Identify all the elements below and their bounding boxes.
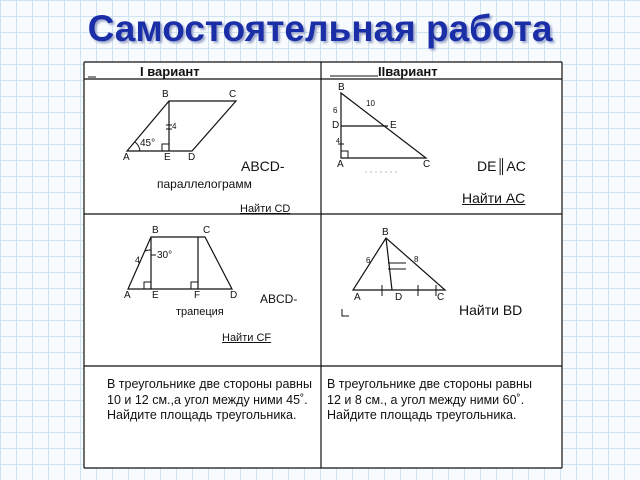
point-label-D: D xyxy=(230,290,238,301)
segment-bd: 6 xyxy=(333,106,338,115)
point-label-C: C xyxy=(229,89,237,100)
task-text-variant2: В треугольнике две стороны равны 12 и 8 см., а угол между ними 60˚. Найдите площадь треугольника. xyxy=(327,377,532,422)
figure-label: ABCD- xyxy=(241,158,285,174)
point-label-D: D xyxy=(188,152,196,163)
task-text-variant1: В треугольнике две стороны равны 10 и 12 см.,а угол между ними 45˚. Найдите площадь треугольника. xyxy=(107,377,312,422)
task-find-bd: Найти BD xyxy=(459,302,523,318)
segment-be: 10 xyxy=(366,99,375,108)
point-label-B: B xyxy=(152,225,159,236)
point-label-E: E xyxy=(164,152,171,163)
task-find-cd: Найти CD xyxy=(240,203,291,215)
point-label-E: E xyxy=(390,120,397,131)
figure-type: параллелограмм xyxy=(157,177,252,191)
segment-bc: 8 xyxy=(414,255,419,264)
segment-da: 4 xyxy=(336,138,340,145)
variant1-header: I вариант xyxy=(140,64,200,79)
point-label-B: B xyxy=(382,227,389,238)
page-title: Самостоятельная работа xyxy=(87,8,553,49)
point-label-C: C xyxy=(203,225,211,236)
point-label-B: B xyxy=(338,82,345,93)
figure-type: трапеция xyxy=(176,306,224,318)
segment-label: 4 xyxy=(135,255,141,265)
point-label-F: F xyxy=(194,290,201,301)
figure-label: ABCD- xyxy=(260,292,298,306)
point-label-A: A xyxy=(124,290,131,301)
point-label-D: D xyxy=(332,120,340,131)
parallel-relation: DE║AC xyxy=(477,158,526,174)
point-label-C: C xyxy=(423,159,431,170)
point-label-A: A xyxy=(354,292,361,303)
angle-label: 45° xyxy=(140,138,156,149)
point-label-B: B xyxy=(162,89,169,100)
point-label-D: D xyxy=(395,292,403,303)
point-label-C: C xyxy=(437,292,445,303)
task-find-cf: Найти CF xyxy=(222,332,272,344)
point-label-E: E xyxy=(152,290,159,301)
segment-ab: 6 xyxy=(366,256,371,265)
segment-label: 4 xyxy=(172,122,177,131)
variant2-header: IIвариант xyxy=(378,64,438,79)
task-find-ac: Найти AC xyxy=(462,190,526,206)
point-label-A: A xyxy=(337,159,344,170)
point-label-A: A xyxy=(123,152,130,163)
angle-label: 30° xyxy=(157,250,173,261)
